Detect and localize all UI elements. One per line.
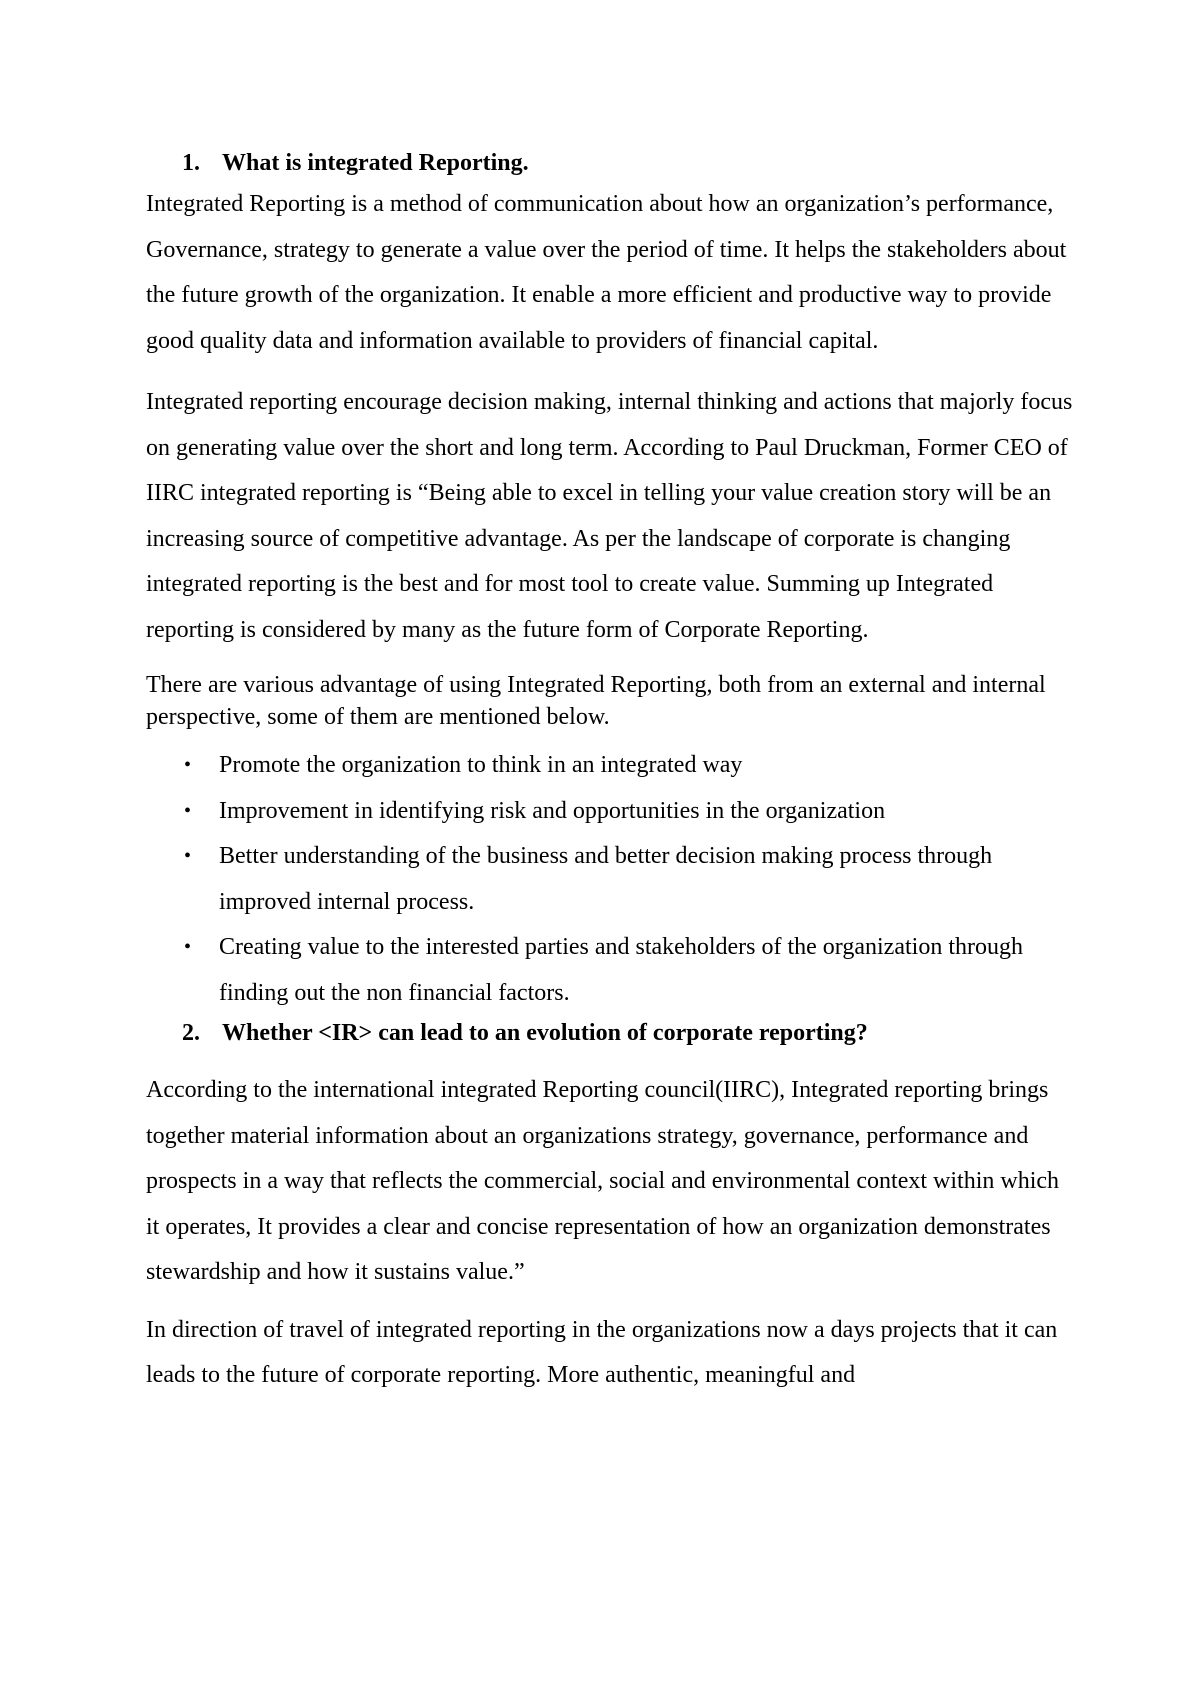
section-number-2: 2. — [182, 1020, 200, 1046]
paragraph-iirc-definition: According to the international integrated Reporting council(IIRC), Integrated reporting brings together material information about an organizations strategy, governance, performance and prospects in a way that reflects the commercial, social and environmental context within which it operates, It provides a clear and concise representation of how an organization demonstrates stewardship and how it sustains value.” — [146, 1077, 1060, 1285]
list-item-text: Better understanding of the business and better decision making process through improved internal process. — [219, 843, 993, 915]
list-item — [146, 789, 1076, 835]
bullet-icon: • — [184, 799, 192, 822]
list-item — [146, 834, 1076, 925]
paragraph-ir-decision-making: Integrated reporting encourage decision making, internal thinking and actions that majorly focus on generating value over the short and long term. According to Paul Druckman, Former CEO of IIRC integrated reporting is “Being able to excel in telling your value creation story will be an increasing source of competitive advantage. As per the landscape of corporate is changing integrated reporting is the best and for most tool to create value. Summing up Integrated reporting is considered by many as the future form of Corporate Reporting. — [146, 389, 1073, 643]
section-number-1: 1. — [182, 150, 200, 176]
document-body — [146, 146, 1076, 1399]
section-heading-2 — [146, 1016, 1076, 1050]
list-item-text: Promote the organization to think in an integrated way — [219, 752, 743, 778]
section-title-1: What is integrated Reporting. — [222, 150, 529, 176]
bullet-icon: • — [184, 936, 192, 958]
list-item — [146, 743, 1076, 789]
section-heading-1 — [146, 146, 1076, 180]
bullet-icon: • — [184, 754, 192, 776]
section-title-2: Whether <IR> can lead to an evolution of corporate reporting? — [222, 1020, 868, 1046]
bullet-icon: • — [184, 845, 192, 867]
paragraph-advantages-intro: There are various advantage of using Integrated Reporting, both from an external and internal perspective, some of them are mentioned below. — [146, 672, 1046, 730]
paragraph-future-direction: In direction of travel of integrated reporting in the organizations now a days projects that it can leads to the future of corporate reporting. More authentic, meaningful and — [146, 1316, 1058, 1388]
list-item-text: Creating value to the interested parties and stakeholders of the organization through finding out the non financial factors. — [219, 934, 1023, 1006]
paragraph-ir-definition: Integrated Reporting is a method of communication about how an organization’s performance, Governance, strategy to generate a value over the period of time. It helps the stakeholders about the future growth of the organization. It enable a more efficient and productive way to provide good quality data and information available to providers of financial capital. — [146, 191, 1067, 354]
advantages-list — [146, 743, 1076, 1016]
list-item-text: Improvement in identifying risk and opportunities in the organization — [219, 797, 886, 824]
list-item — [146, 925, 1076, 1016]
